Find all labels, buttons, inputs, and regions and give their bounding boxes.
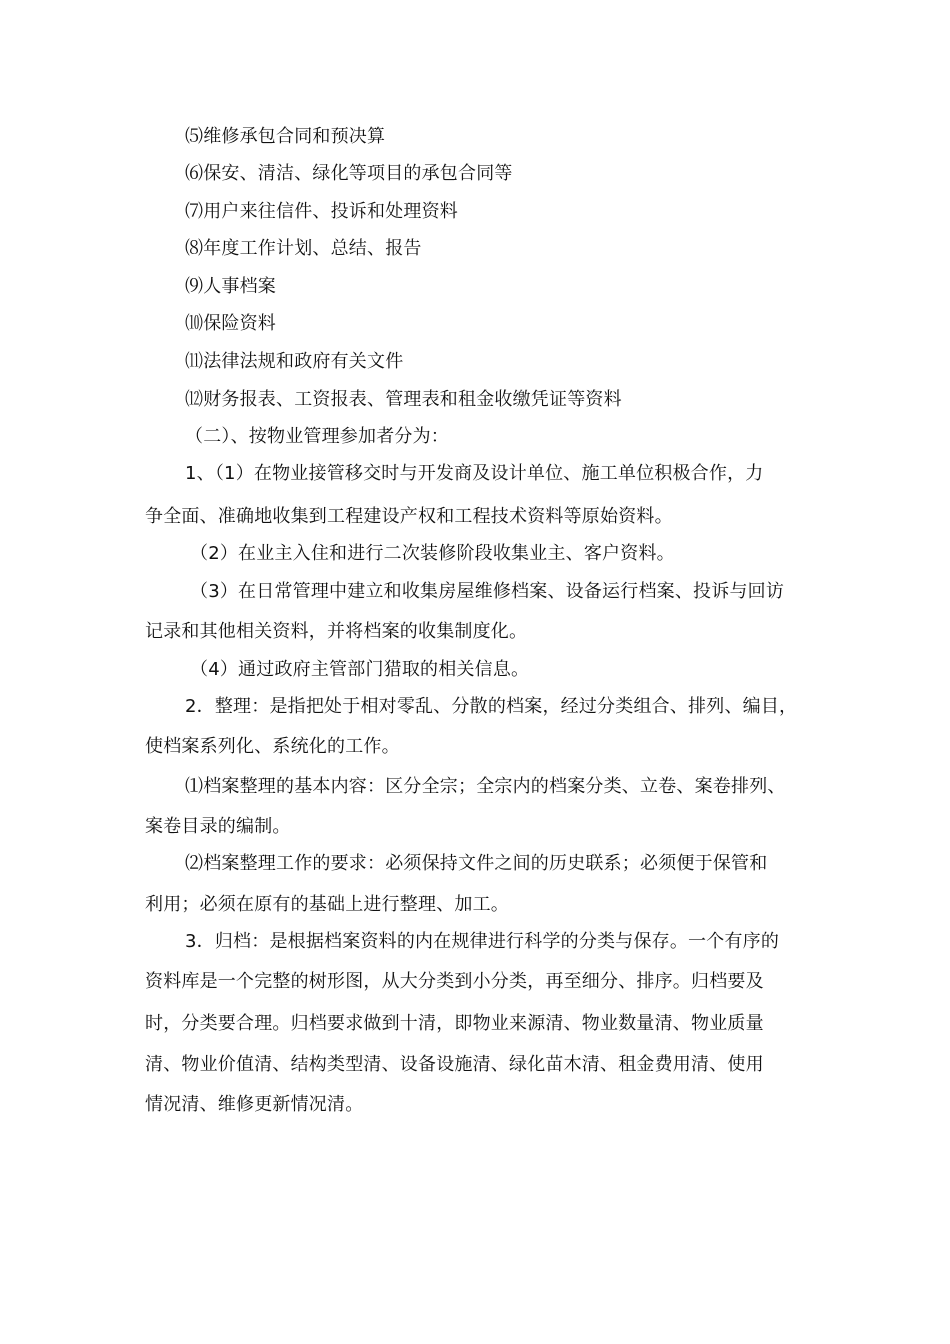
text-line-item-9: ⑼人事档案 — [185, 276, 276, 297]
paragraph-2: （2）在业主入住和进行二次装修阶段收集业主、客户资料。 — [190, 543, 675, 564]
paragraph-5-line-2: 使档案系列化、系统化的工作。 — [145, 736, 400, 757]
section-heading: （二）、按物业管理参加者分为： — [185, 426, 449, 447]
paragraph-1-line-2: 争全面、准确地收集到工程建设产权和工程技术资料等原始资料。 — [145, 506, 673, 527]
paragraph-8-line-4: 清、物业价值清、结构类型清、设备设施清、绿化苗木清、租金费用清、使用 — [145, 1054, 764, 1075]
text-line-item-11: ⑾法律法规和政府有关文件 — [185, 351, 404, 372]
paragraph-5-line-1: 2．整理：是指把处于相对零乱、分散的档案，经过分类组合、排列、编目， — [185, 696, 798, 717]
paragraph-8-line-2: 资料库是一个完整的树形图，从大分类到小分类，再至细分、排序。归档要及 — [145, 971, 764, 992]
text-line-item-12: ⑿财务报表、工资报表、管理表和租金收缴凭证等资料 — [185, 389, 622, 410]
paragraph-3-line-1: （3）在日常管理中建立和收集房屋维修档案、设备运行档案、投诉与回访 — [190, 581, 785, 602]
text-line-item-10: ⑽保险资料 — [185, 313, 276, 334]
text-line-item-5: ⑸维修承包合同和预决算 — [185, 126, 386, 147]
paragraph-3-line-2: 记录和其他相关资料，并将档案的收集制度化。 — [145, 621, 528, 642]
paragraph-8-line-3: 时，分类要合理。归档要求做到十清，即物业来源清、物业数量清、物业质量 — [145, 1013, 764, 1034]
text-line-item-7: ⑺用户来往信件、投诉和处理资料 — [185, 201, 458, 222]
paragraph-7-line-1: ⑵档案整理工作的要求：必须保持文件之间的历史联系；必须便于保管和 — [185, 853, 768, 874]
paragraph-8-line-1: 3．归档：是根据档案资料的内在规律进行科学的分类与保存。一个有序的 — [185, 931, 780, 952]
paragraph-6-line-1: ⑴档案整理的基本内容：区分全宗；全宗内的档案分类、立卷、案卷排列、 — [185, 776, 786, 797]
text-line-item-6: ⑹保安、清洁、绿化等项目的承包合同等 — [185, 163, 513, 184]
paragraph-1-line-1: 1、（1）在物业接管移交时与开发商及设计单位、施工单位积极合作，力 — [185, 463, 764, 484]
paragraph-4: （4）通过政府主管部门猎取的相关信息。 — [190, 659, 530, 680]
text-line-item-8: ⑻年度工作计划、总结、报告 — [185, 238, 422, 259]
paragraph-6-line-2: 案卷目录的编制。 — [145, 816, 291, 837]
paragraph-7-line-2: 利用；必须在原有的基础上进行整理、加工。 — [145, 894, 509, 915]
paragraph-8-line-5: 情况清、维修更新情况清。 — [145, 1094, 364, 1115]
